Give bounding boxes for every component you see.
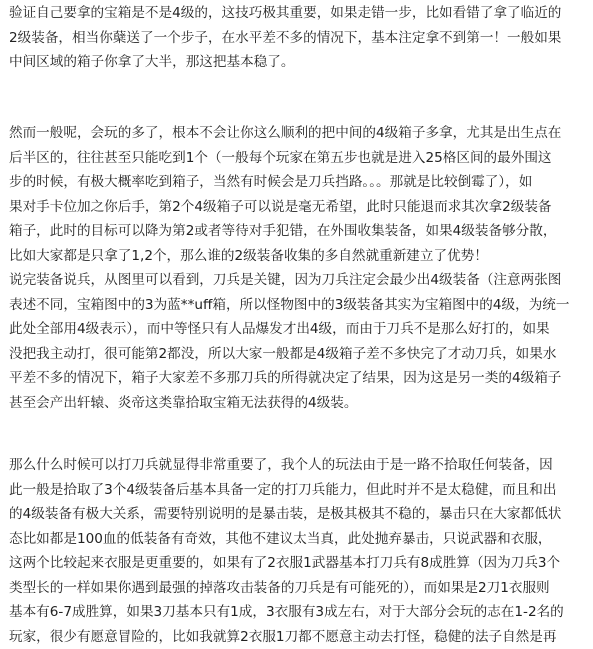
text-line: 的4级装备有极大关系，需要特别说明的是暴击装，是极其极其不稳的，暴击只在大家都低状 xyxy=(9,502,584,527)
text-line: 甚至会产出轩辕、炎帝这类靠拾取宝箱无法获得的4级装。 xyxy=(9,391,584,416)
text-line: 此处全部用4级表示），而中等怪只有人品爆发才出4级，而由于刀兵不是那么好打的，如果 xyxy=(9,317,584,342)
text-line: 比如大家都是只拿了1,2个，那么谁的2级装备收集的多自然就重新建立了优势！ xyxy=(9,244,584,269)
text-line: 然而一般呢，会玩的多了，根本不会让你这么顺利的把中间的4级箱子多拿，尤其是出生点在 xyxy=(9,121,584,146)
text-line: 没把我主动打，很可能第2都没，所以大家一般都是4级箱子差不多快完了才动刀兵，如果水 xyxy=(9,342,584,367)
text-line: 这两个比较起来衣服是更重要的，如果有了2衣服1武器基本打刀兵有8成胜算（因为刀兵3个 xyxy=(9,551,584,576)
text-line: 果对手卡位加之你后手，第2个4级箱子可以说是毫无希望，此时只能退而求其次拿2级装备 xyxy=(9,195,584,220)
text-line: 那么什么时候可以打刀兵就显得非常重要了，我个人的玩法由于是一路不拾取任何装备，因 xyxy=(9,453,584,478)
paragraph-blade-soldier-timing xyxy=(9,453,584,649)
text-line: 说完装备说兵，从图里可以看到，刀兵是关键，因为刀兵注定会最少出4级装备（注意两张图 xyxy=(9,268,584,293)
text-line: 中间区域的箱子你拿了大半，那这把基本稳了。 xyxy=(9,50,584,75)
text-line: 后半区的，往往甚至只能吃到1个（一般每个玩家在第五步也就是进入25格区间的最外围这 xyxy=(9,146,584,171)
text-line: 平差不多的情况下，箱子大家差不多那刀兵的所得就决定了结果，因为这是另一类的4级箱子 xyxy=(9,366,584,391)
text-line: 玩家，很少有愿意冒险的，比如我就算2衣服1刀都不愿意主动去打怪，稳健的法子自然是再 xyxy=(9,625,584,649)
text-line: 验证自己要拿的宝箱是不是4级的，这技巧极其重要，如果走错一步，比如看错了拿了临近的 xyxy=(9,1,584,26)
text-line: 态比如都是100血的低装备有奇效，其他不建议太当真，此处抛弃暴击，只说武器和衣服， xyxy=(9,527,584,552)
text-line: 类型长的一样如果你遇到最强的掉落攻击装备的刀兵是有可能死的），而如果是2刀1衣服则 xyxy=(9,576,584,601)
text-line: 基本有6-7成胜算，如果3刀基本只有1成，3衣服有3成左右，对于大部分会玩的志在1-2名的 xyxy=(9,600,584,625)
text-line: 2级装备，相当你蘖送了一个步子，在水平差不多的情况下，基本注定拿不到第一！一般如果 xyxy=(9,26,584,51)
paragraph-treasure-check xyxy=(9,1,584,75)
text-line: 步的时候，有极大概率吃到箱子，当然有时候会是刀兵挡路。。。那就是比较倒霉了），如 xyxy=(9,170,584,195)
text-line: 箱子，此时的目标可以降为第2或者等待对手犯错，在外围收集装备，如果4级装备够分散， xyxy=(9,219,584,244)
text-line: 表述不同，宝箱图中的3为蓝**uff箱，所以怪物图中的3级装备其实为宝箱图中的4级，为统一 xyxy=(9,293,584,318)
text-line: 此一般是拾取了3个4级装备后基本具备一定的打刀兵能力，但此时并不是太稳健，而且和出 xyxy=(9,478,584,503)
paragraph-competition xyxy=(9,121,584,415)
